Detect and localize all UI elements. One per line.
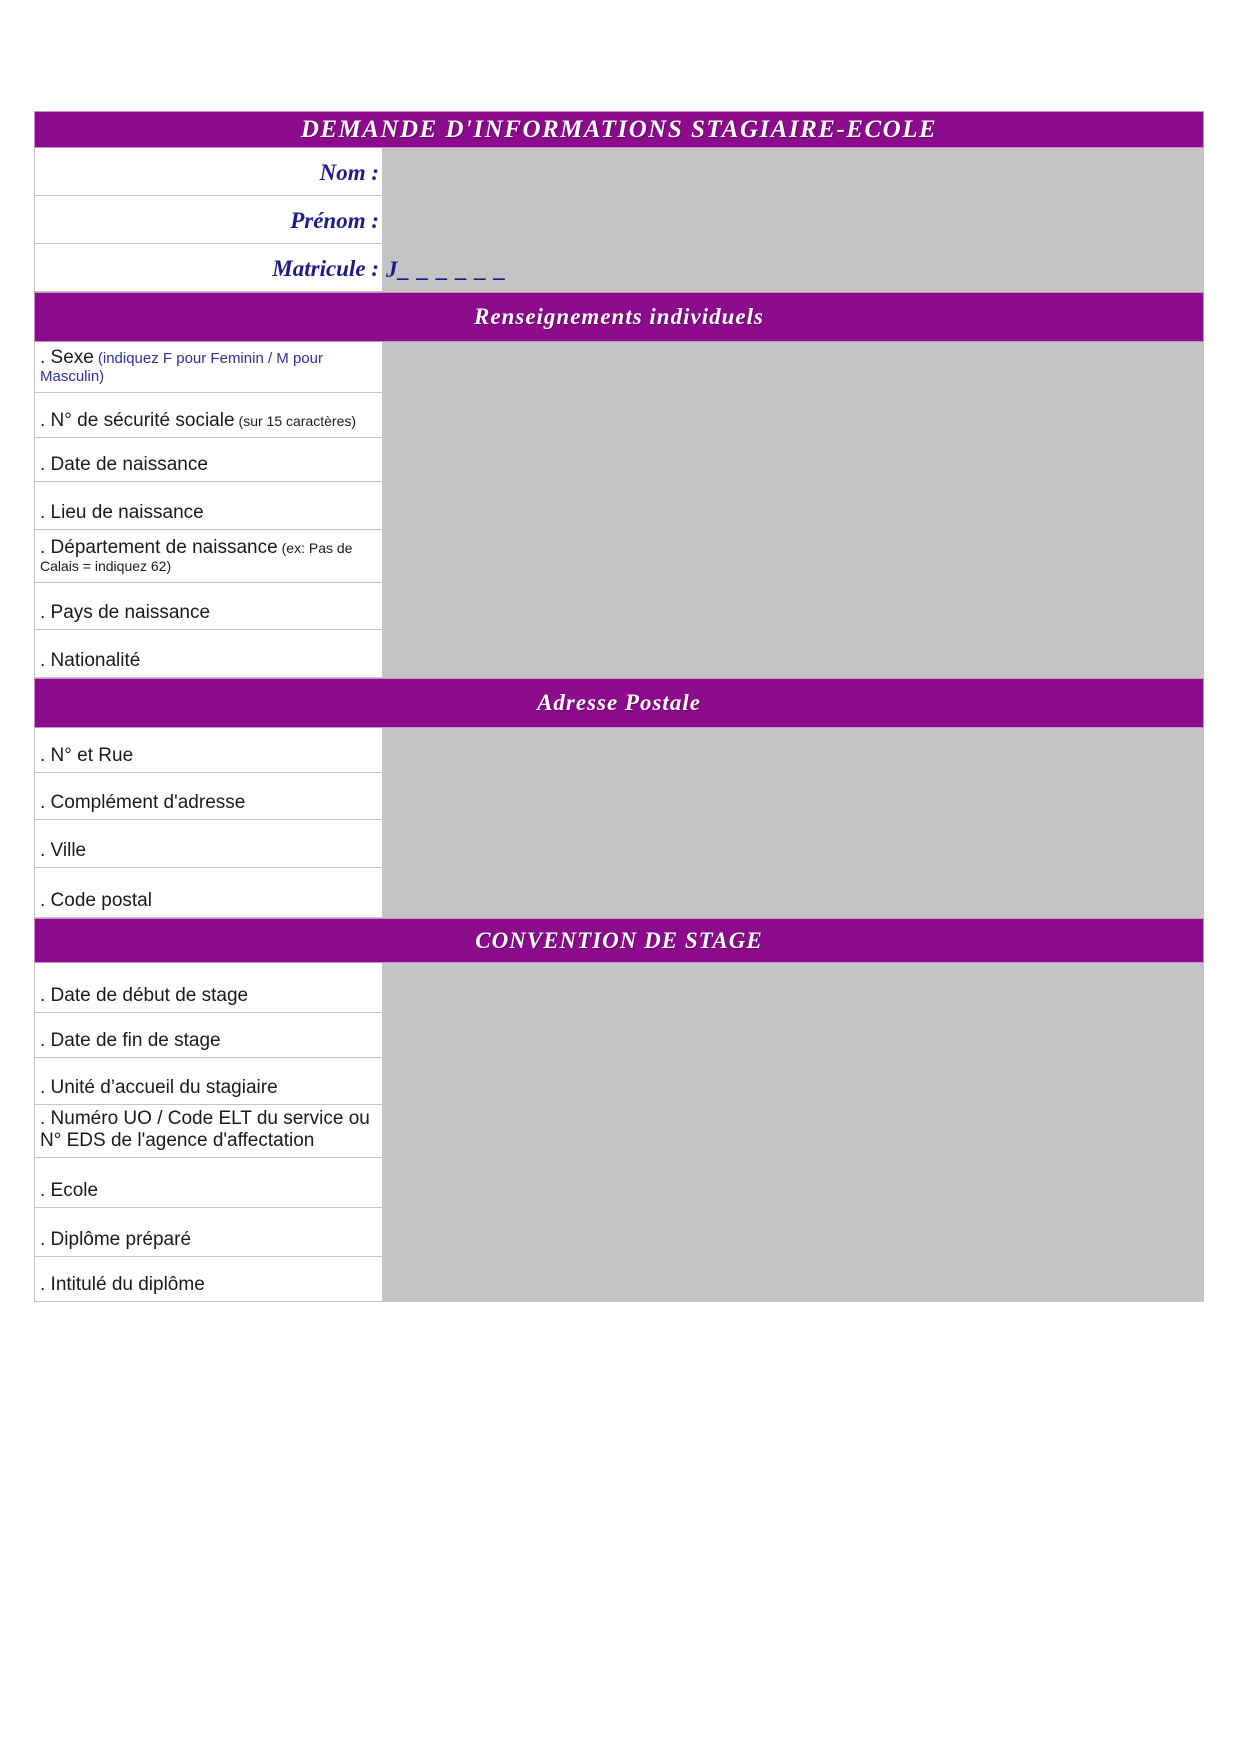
row-unite-accueil-stagiaire (34, 1058, 1204, 1105)
row-numero-uo-code-elt (34, 1105, 1204, 1158)
label-pays-de-naissance: . Pays de naissance (40, 601, 211, 623)
section-header-convention-de-stage (34, 918, 1204, 963)
input-cell-matricule[interactable] (383, 244, 1204, 292)
label-cell-nom (34, 148, 383, 196)
row-pays-de-naissance (34, 583, 1204, 630)
label-date-debut-stage: . Date de début de stage (40, 984, 249, 1006)
row-matricule (34, 244, 1204, 292)
input-cell-ville[interactable] (383, 820, 1204, 868)
row-date-de-naissance (34, 438, 1204, 482)
label-cell-matricule (34, 244, 383, 292)
label-cell-date-debut-stage (34, 963, 383, 1013)
input-cell-pays-de-naissance[interactable] (383, 583, 1204, 630)
label-numero-et-rue: . N° et Rue (40, 744, 134, 766)
section-title-convention-de-stage: CONVENTION DE STAGE (475, 927, 763, 953)
label-cell-lieu-de-naissance (34, 482, 383, 530)
label-note-departement-de-naissance: (ex: Pas de Calais = indiquez 62) (40, 539, 353, 575)
section-header-adresse-postale (34, 678, 1204, 728)
row-diplome-prepare (34, 1208, 1204, 1257)
label-nom: Nom : (319, 160, 379, 186)
row-date-debut-stage (34, 963, 1204, 1013)
label-note-numero-securite-sociale: (sur 15 caractères) (238, 412, 357, 429)
input-cell-nationalite[interactable] (383, 630, 1204, 678)
input-cell-sexe[interactable] (383, 342, 1204, 393)
input-cell-code-postal[interactable] (383, 868, 1204, 918)
row-intitule-diplome (34, 1257, 1204, 1302)
input-cell-date-fin-stage[interactable] (383, 1013, 1204, 1058)
label-diplome-prepare: . Diplôme préparé (40, 1228, 192, 1250)
label-date-fin-stage: . Date de fin de stage (40, 1029, 221, 1051)
label-cell-pays-de-naissance (34, 583, 383, 630)
label-cell-nationalite (34, 630, 383, 678)
label-numero-uo-code-elt: . Numéro UO / Code ELT du service ou N° EDS de l'agence d'affectation (40, 1108, 370, 1151)
label-matricule: Matricule : (272, 256, 379, 282)
form-title: DEMANDE D'INFORMATIONS STAGIAIRE-ECOLE (300, 115, 938, 143)
label-cell-sexe (34, 342, 383, 393)
label-cell-departement-de-naissance (34, 530, 383, 583)
label-cell-ecole (34, 1158, 383, 1208)
matricule-mask: J_ _ _ _ _ _ (386, 257, 508, 282)
label-cell-unite-accueil-stagiaire (34, 1058, 383, 1105)
row-sexe (34, 342, 1204, 393)
label-cell-numero-securite-sociale (34, 393, 383, 438)
label-cell-numero-uo-code-elt (34, 1105, 383, 1158)
row-prenom (34, 196, 1204, 244)
label-cell-code-postal (34, 868, 383, 918)
row-departement-de-naissance (34, 530, 1204, 583)
input-cell-prenom[interactable] (383, 196, 1204, 244)
input-cell-intitule-diplome[interactable] (383, 1257, 1204, 1302)
input-cell-date-de-naissance[interactable] (383, 438, 1204, 482)
row-ecole (34, 1158, 1204, 1208)
section-title-renseignements-individuels: Renseignements individuels (474, 304, 764, 329)
input-cell-diplome-prepare[interactable] (383, 1208, 1204, 1257)
row-numero-et-rue (34, 728, 1204, 773)
label-note-sexe: (indiquez F pour Feminin / M pour Masculin) (40, 349, 323, 386)
label-cell-diplome-prepare (34, 1208, 383, 1257)
row-nationalite (34, 630, 1204, 678)
input-cell-numero-securite-sociale[interactable] (383, 393, 1204, 438)
label-intitule-diplome: . Intitulé du diplôme (40, 1273, 205, 1295)
row-complement-adresse (34, 773, 1204, 820)
label-cell-date-de-naissance (34, 438, 383, 482)
label-cell-ville (34, 820, 383, 868)
label-date-de-naissance: . Date de naissance (40, 453, 208, 475)
label-numero-securite-sociale: . N° de sécurité sociale (40, 409, 235, 431)
label-complement-adresse: . Complément d'adresse (40, 791, 246, 813)
input-cell-unite-accueil-stagiaire[interactable] (383, 1058, 1204, 1105)
row-nom (34, 148, 1204, 196)
label-sexe: . Sexe (40, 346, 94, 368)
label-cell-numero-et-rue (34, 728, 383, 773)
input-cell-nom[interactable] (383, 148, 1204, 196)
label-cell-date-fin-stage (34, 1013, 383, 1058)
label-ecole: . Ecole (40, 1179, 99, 1201)
label-cell-prenom (34, 196, 383, 244)
section-header-renseignements-individuels (34, 292, 1204, 342)
input-cell-complement-adresse[interactable] (383, 773, 1204, 820)
label-lieu-de-naissance: . Lieu de naissance (40, 501, 204, 523)
label-cell-intitule-diplome (34, 1257, 383, 1302)
label-unite-accueil-stagiaire: . Unité d’accueil du stagiaire (40, 1076, 278, 1098)
form-title-bar (34, 111, 1204, 148)
label-ville: . Ville (40, 839, 87, 861)
input-cell-lieu-de-naissance[interactable] (383, 482, 1204, 530)
row-numero-securite-sociale (34, 393, 1204, 438)
form-table (34, 111, 1204, 1302)
section-title-adresse-postale: Adresse Postale (537, 690, 701, 715)
input-cell-departement-de-naissance[interactable] (383, 530, 1204, 583)
row-lieu-de-naissance (34, 482, 1204, 530)
label-code-postal: . Code postal (40, 889, 152, 911)
label-departement-de-naissance: . Département de naissance (40, 536, 278, 558)
label-prenom: Prénom : (290, 208, 379, 234)
label-nationalite: . Nationalité (40, 649, 141, 671)
input-cell-date-debut-stage[interactable] (383, 963, 1204, 1013)
row-date-fin-stage (34, 1013, 1204, 1058)
input-cell-numero-et-rue[interactable] (383, 728, 1204, 773)
input-cell-ecole[interactable] (383, 1158, 1204, 1208)
row-ville (34, 820, 1204, 868)
label-cell-complement-adresse (34, 773, 383, 820)
input-cell-numero-uo-code-elt[interactable] (383, 1105, 1204, 1158)
row-code-postal (34, 868, 1204, 918)
